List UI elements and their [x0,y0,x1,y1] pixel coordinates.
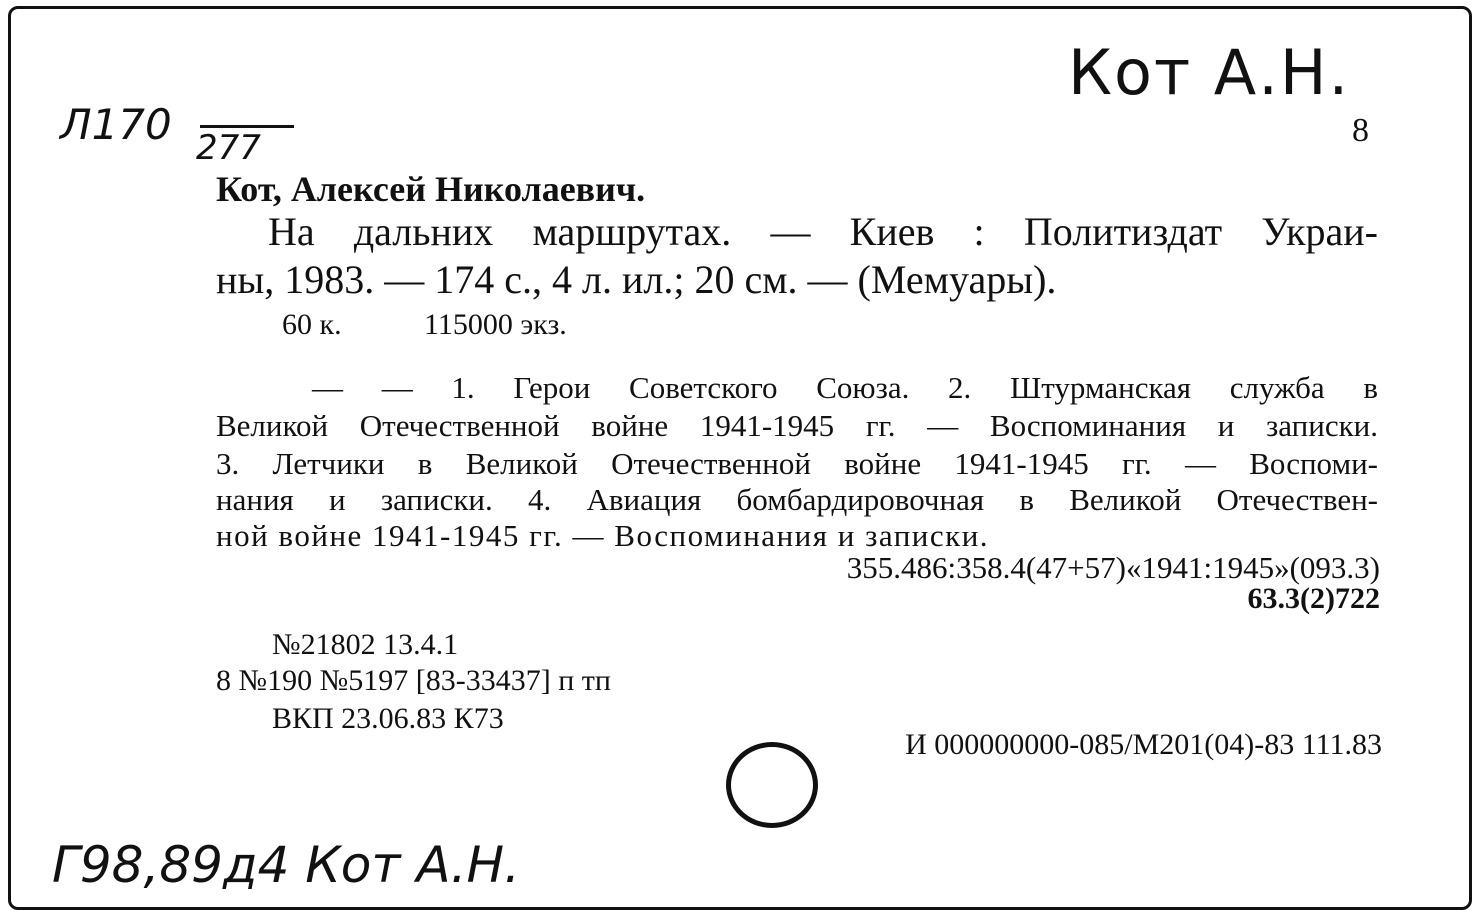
subject-line: нания и записки. 4. Авиация бомбардировочная в Великой Отечествен- [216,482,1378,517]
subject-line: 3. Летчики в Великой Отечественной войне 1941-1945 гг. — Воспоми- [216,446,1378,481]
udc-index: 355.486:358.4(47+57)«1941:1945»(093.3) [846,550,1380,585]
handwritten-shelf-mark: Л170 [60,100,172,149]
print-run: 115000 экз. [424,308,567,341]
subject-line: — — 1. Герои Советского Союза. 2. Штурманская служба в [312,370,1378,405]
author-heading: Кот, Алексей Николаевич. [216,169,646,209]
price: 60 к. [282,308,342,341]
subject-line: ной войне 1941-1945 гг. — Воспоминания и записки. [216,518,990,553]
tech-line: 8 №190 №5197 [83-33437] п тп [216,664,611,697]
tech-line: №21802 13.4.1 [272,628,459,661]
handwritten-author-note: Кот А.Н. [1068,36,1351,109]
card-number: 8 [1352,112,1369,149]
publisher-code: И 000000000-085/М201(04)-83 111.83 [905,728,1382,761]
handwritten-bottom-note: Г98,89д4 Кот А.Н. [52,836,520,894]
tech-line: ВКП 23.06.83 К73 [272,702,504,735]
filing-hole-circle [726,742,818,828]
title-line-2: ны, 1983. — 174 с., 4 л. ил.; 20 см. — (Мемуары). [216,257,1057,302]
title-line-1: На дальних маршрутах. — Киев : Политиздат Украи- [268,209,1378,254]
subject-line: Великой Отечественной войне 1941-1945 гг. — Воспоминания и записки. [216,408,1378,443]
bbk-index: 63.3(2)722 [1247,582,1380,615]
handwritten-shelf-number: 277 [196,128,261,168]
